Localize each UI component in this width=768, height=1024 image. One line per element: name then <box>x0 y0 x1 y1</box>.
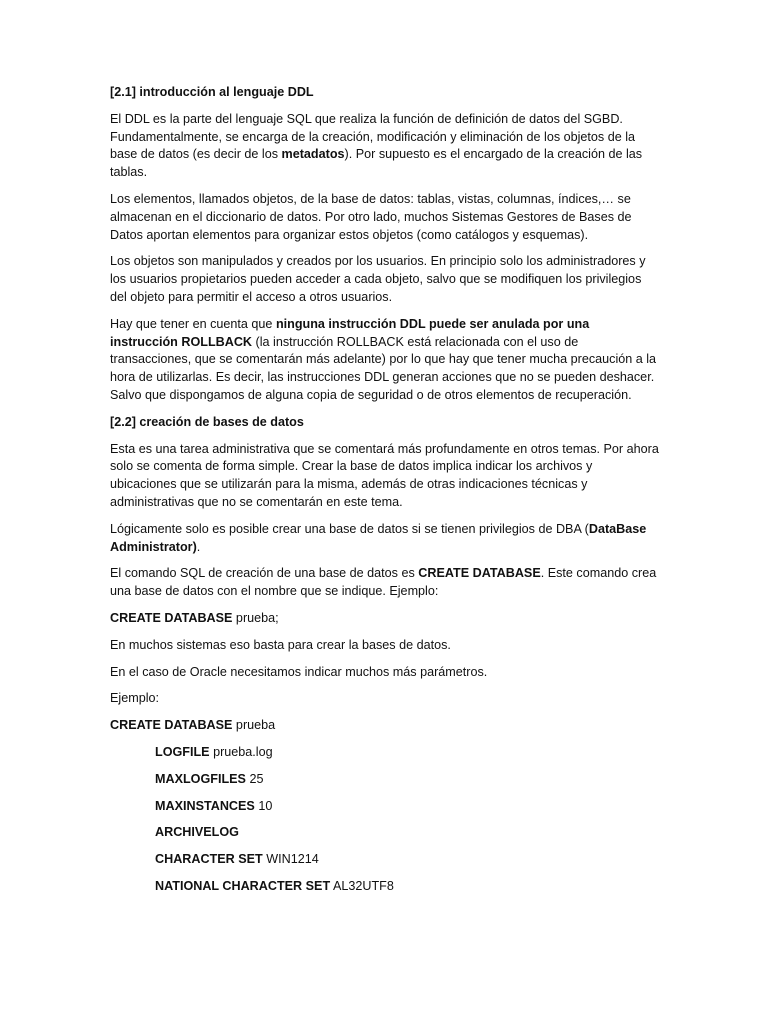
paragraph-ejemplo: Ejemplo: <box>110 691 159 706</box>
code-option-maxlogfiles <box>110 771 660 789</box>
text-run: . <box>196 539 201 554</box>
sql-keyword: LOGFILE <box>155 744 210 759</box>
sql-keyword: ARCHIVELOG <box>155 825 239 840</box>
code-option-national-character-set <box>110 878 660 896</box>
sql-text: WIN1214 <box>262 852 319 867</box>
sql-text: 25 <box>245 771 264 786</box>
paragraph-dba <box>110 521 660 557</box>
paragraph-rollback <box>110 316 660 405</box>
text-run: . Este comando crea una base de datos con el nombre que se indique. Ejemplo: <box>110 566 657 599</box>
code-option-character-set <box>110 851 660 869</box>
code-example-oracle <box>110 717 660 735</box>
sql-text: prueba.log <box>209 744 273 759</box>
bold-run: metadatos <box>281 147 345 162</box>
text-run: Lógicamente solo es posible crear una base de datos si se tienen privilegios de DBA ( <box>110 521 589 536</box>
sql-keyword: CREATE DATABASE <box>110 610 233 625</box>
sql-text: prueba <box>232 718 276 733</box>
code-example-simple <box>110 610 660 628</box>
sql-keyword: CREATE DATABASE <box>110 718 233 733</box>
bold-run: CREATE DATABASE <box>418 566 541 581</box>
text-run: El comando SQL de creación de una base de datos es <box>110 566 419 581</box>
sql-keyword: MAXLOGFILES <box>155 771 246 786</box>
text-run: El DDL es la parte del lenguaje SQL que realiza la función de definición de datos del SGBD. Fundamentalmente, se encarga de la creación, modificación y eliminación de los objetos de la base de datos (es decir de los <box>110 111 636 162</box>
paragraph-objects: Los elementos, llamados objetos, de la base de datos: tablas, vistas, columnas, índices,… se almacenan en el diccionario de datos. Por otro lado, muchos Sistemas Gestores de Bases de Datos aportan elementos para organizar estos objetos (como catálogos y esquemas). <box>110 191 632 242</box>
code-option-maxinstances <box>110 798 660 816</box>
sql-text: AL32UTF8 <box>330 878 394 893</box>
sql-keyword: NATIONAL CHARACTER SET <box>155 878 331 893</box>
paragraph-admin-task: Esta es una tarea administrativa que se comentará más profundamente en otros temas. Por ahora solo se comenta de forma simple. Crear la base de datos implica indicar los archivos y ubicaciones que se utilizarán para la misma, además de otras indicaciones técnicas y administrativas que no se comentarán en este tema. <box>110 441 659 509</box>
section-heading-2-1: [2.1] introducción al lenguaje DDL <box>110 85 314 99</box>
paragraph-users: Los objetos son manipulados y creados por los usuarios. En principio solo los administradores y los usuarios propietarios pueden acceder a cada objeto, salvo que se modifiquen los privilegios del objeto para permitir el acceso a otros usuarios. <box>110 254 646 304</box>
sql-text: 10 <box>254 798 273 813</box>
section-heading-2-2: [2.2] creación de bases de datos <box>110 414 304 429</box>
bold-run: ninguna instrucción DDL puede ser anulada por una instrucción ROLLBACK <box>110 316 590 349</box>
text-run: (la instrucción ROLLBACK está relacionada con el uso de transacciones, que se comentarán más adelante) por lo que hay que tener mucha precaución a la hora de utilizarlas. Es decir, las instrucciones DDL generan acciones que no se pueden deshacer. Salvo que dispongamos de alguna copia de seguridad o de otros elementos de recuperación. <box>110 334 657 402</box>
sql-text: prueba; <box>232 610 279 625</box>
code-option-archivelog <box>110 824 660 842</box>
paragraph-basta: En muchos sistemas eso basta para crear la bases de datos. <box>110 637 451 652</box>
paragraph-ddl-definition <box>110 111 660 182</box>
paragraph-oracle: En el caso de Oracle necesitamos indicar muchos más parámetros. <box>110 664 488 679</box>
bold-run: DataBase Administrator) <box>110 521 647 554</box>
sql-keyword: MAXINSTANCES <box>155 798 255 813</box>
paragraph-create-database <box>110 565 660 601</box>
sql-keyword: CHARACTER SET <box>155 852 263 867</box>
text-run: ). Por supuesto es el encargado de la creación de las tablas. <box>110 147 643 180</box>
code-option-logfile <box>110 744 660 762</box>
document-page <box>110 84 660 905</box>
text-run: Hay que tener en cuenta que <box>110 316 276 331</box>
